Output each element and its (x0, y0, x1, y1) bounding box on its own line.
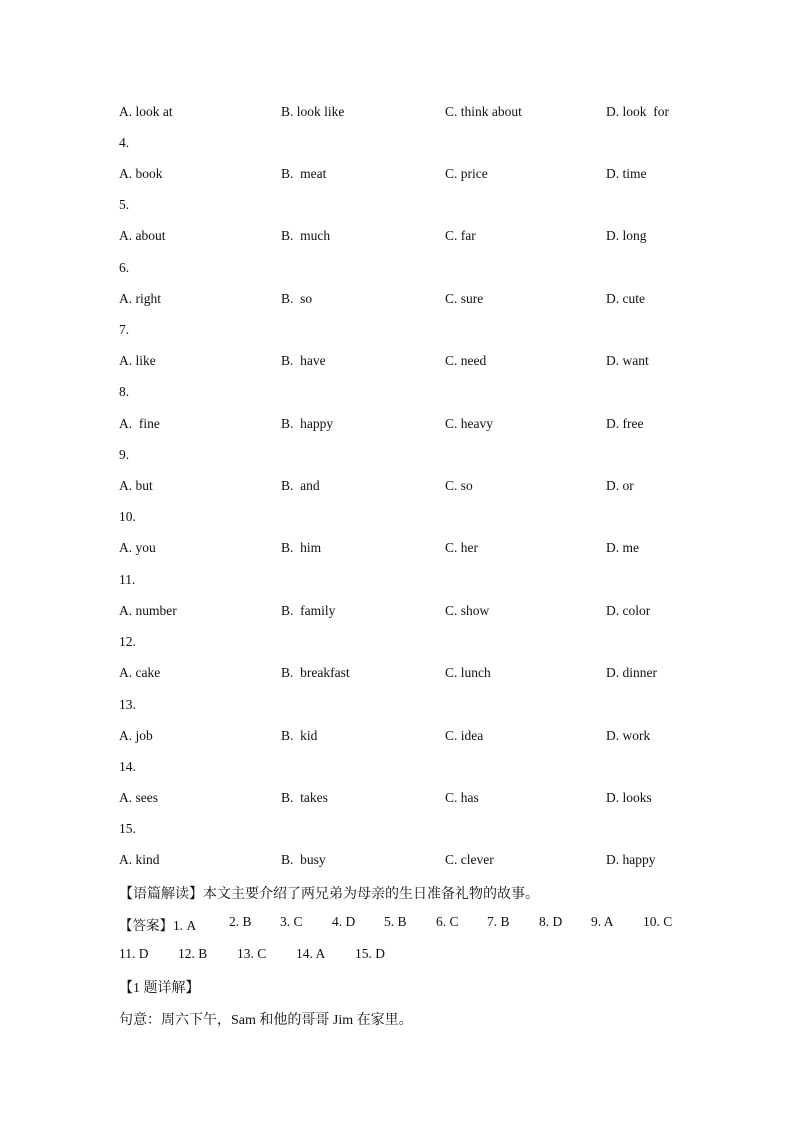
option-c: C. think about (445, 104, 522, 119)
answer-item: 15. D (355, 946, 385, 961)
question-number-15: 15. (119, 821, 136, 836)
options-row-q7 (119, 353, 699, 373)
option-c: C. idea (445, 728, 484, 743)
answer-item: 11. D (119, 946, 149, 961)
option-b: B. much (281, 228, 331, 243)
option-b: B. and (281, 478, 320, 493)
answer-item: 5. B (384, 914, 407, 929)
options-row-q14 (119, 790, 699, 810)
option-d: D. want (606, 353, 649, 368)
option-c: C. so (445, 478, 473, 493)
answer-key-row-1 (119, 914, 699, 934)
question-number-5: 5. (119, 197, 130, 212)
options-row-q15 (119, 852, 699, 872)
option-d: D. or (606, 478, 634, 493)
option-a: A. you (119, 540, 156, 555)
option-b: B. breakfast (281, 665, 350, 680)
option-a: A. sees (119, 790, 158, 805)
option-b: B. meat (281, 166, 327, 181)
passage-analysis: 【语篇解读】本文主要介绍了两兄弟为母亲的生日准备礼物的故事。 (119, 887, 539, 902)
option-d: D. looks (606, 790, 652, 805)
option-c: C. sure (445, 291, 484, 306)
option-c: C. price (445, 166, 488, 181)
detail-heading: 【1 题详解】 (119, 981, 200, 996)
option-a: A. look at (119, 104, 173, 119)
options-row-q3 (119, 104, 699, 124)
options-row-q12 (119, 665, 699, 685)
option-b: B. family (281, 603, 336, 618)
option-a: A. cake (119, 665, 161, 680)
option-a: A. but (119, 478, 153, 493)
question-number-10: 10. (119, 509, 136, 524)
option-d: D. me (606, 540, 639, 555)
option-d: D. long (606, 228, 647, 243)
option-a: A. kind (119, 852, 160, 867)
option-d: D. work (606, 728, 651, 743)
question-number-4: 4. (119, 135, 130, 150)
option-a: A. about (119, 228, 166, 243)
options-row-q5 (119, 228, 699, 248)
option-c: C. clever (445, 852, 494, 867)
option-c: C. far (445, 228, 476, 243)
option-c: C. lunch (445, 665, 491, 680)
option-c: C. has (445, 790, 479, 805)
sentence-meaning: 句意：周六下午，Sam 和他的哥哥 Jim 在家里。 (119, 1013, 413, 1028)
answer-item: 10. C (643, 914, 673, 929)
option-d: D. dinner (606, 665, 657, 680)
answer-item: 13. C (237, 946, 267, 961)
options-row-q11 (119, 603, 699, 623)
answer-item: 2. B (229, 914, 252, 929)
answer-item: 9. A (591, 914, 614, 929)
answer-item: 14. A (296, 946, 326, 961)
option-c: C. heavy (445, 416, 493, 431)
question-number-7: 7. (119, 322, 130, 337)
question-number-6: 6. (119, 260, 130, 275)
options-row-q4 (119, 166, 699, 186)
answer-item: 6. C (436, 914, 459, 929)
option-d: D. free (606, 416, 644, 431)
answer-item: 7. B (487, 914, 510, 929)
option-b: B. busy (281, 852, 326, 867)
option-d: D. color (606, 603, 651, 618)
option-a: A. book (119, 166, 163, 181)
option-b: B. look like (281, 104, 345, 119)
option-b: B. him (281, 540, 322, 555)
options-row-q10 (119, 540, 699, 560)
option-b: B. takes (281, 790, 328, 805)
answer-item: 8. D (539, 914, 563, 929)
answer-item: 3. C (280, 914, 303, 929)
option-b: B. so (281, 291, 313, 306)
option-c: C. her (445, 540, 478, 555)
option-d: D. cute (606, 291, 645, 306)
option-b: B. happy (281, 416, 334, 431)
option-d: D. time (606, 166, 647, 181)
option-b: B. have (281, 353, 326, 368)
option-a: A. right (119, 291, 161, 306)
option-c: C. show (445, 603, 490, 618)
option-a: A. like (119, 353, 156, 368)
answer-item: 【答案】1. A (119, 918, 197, 933)
option-d: D. look for (606, 104, 669, 119)
option-a: A. number (119, 603, 177, 618)
option-b: B. kid (281, 728, 318, 743)
options-row-q8 (119, 416, 699, 436)
question-number-11: 11. (119, 572, 136, 587)
answer-item: 4. D (332, 914, 356, 929)
question-number-9: 9. (119, 447, 130, 462)
options-row-q13 (119, 728, 699, 748)
question-number-8: 8. (119, 384, 130, 399)
option-c: C. need (445, 353, 487, 368)
option-a: A. job (119, 728, 153, 743)
question-number-13: 13. (119, 697, 136, 712)
option-d: D. happy (606, 852, 656, 867)
question-number-14: 14. (119, 759, 136, 774)
answer-item: 12. B (178, 946, 208, 961)
options-row-q9 (119, 478, 699, 498)
answer-key-row-2 (119, 946, 419, 966)
option-a: A. fine (119, 416, 160, 431)
options-row-q6 (119, 291, 699, 311)
question-number-12: 12. (119, 634, 136, 649)
